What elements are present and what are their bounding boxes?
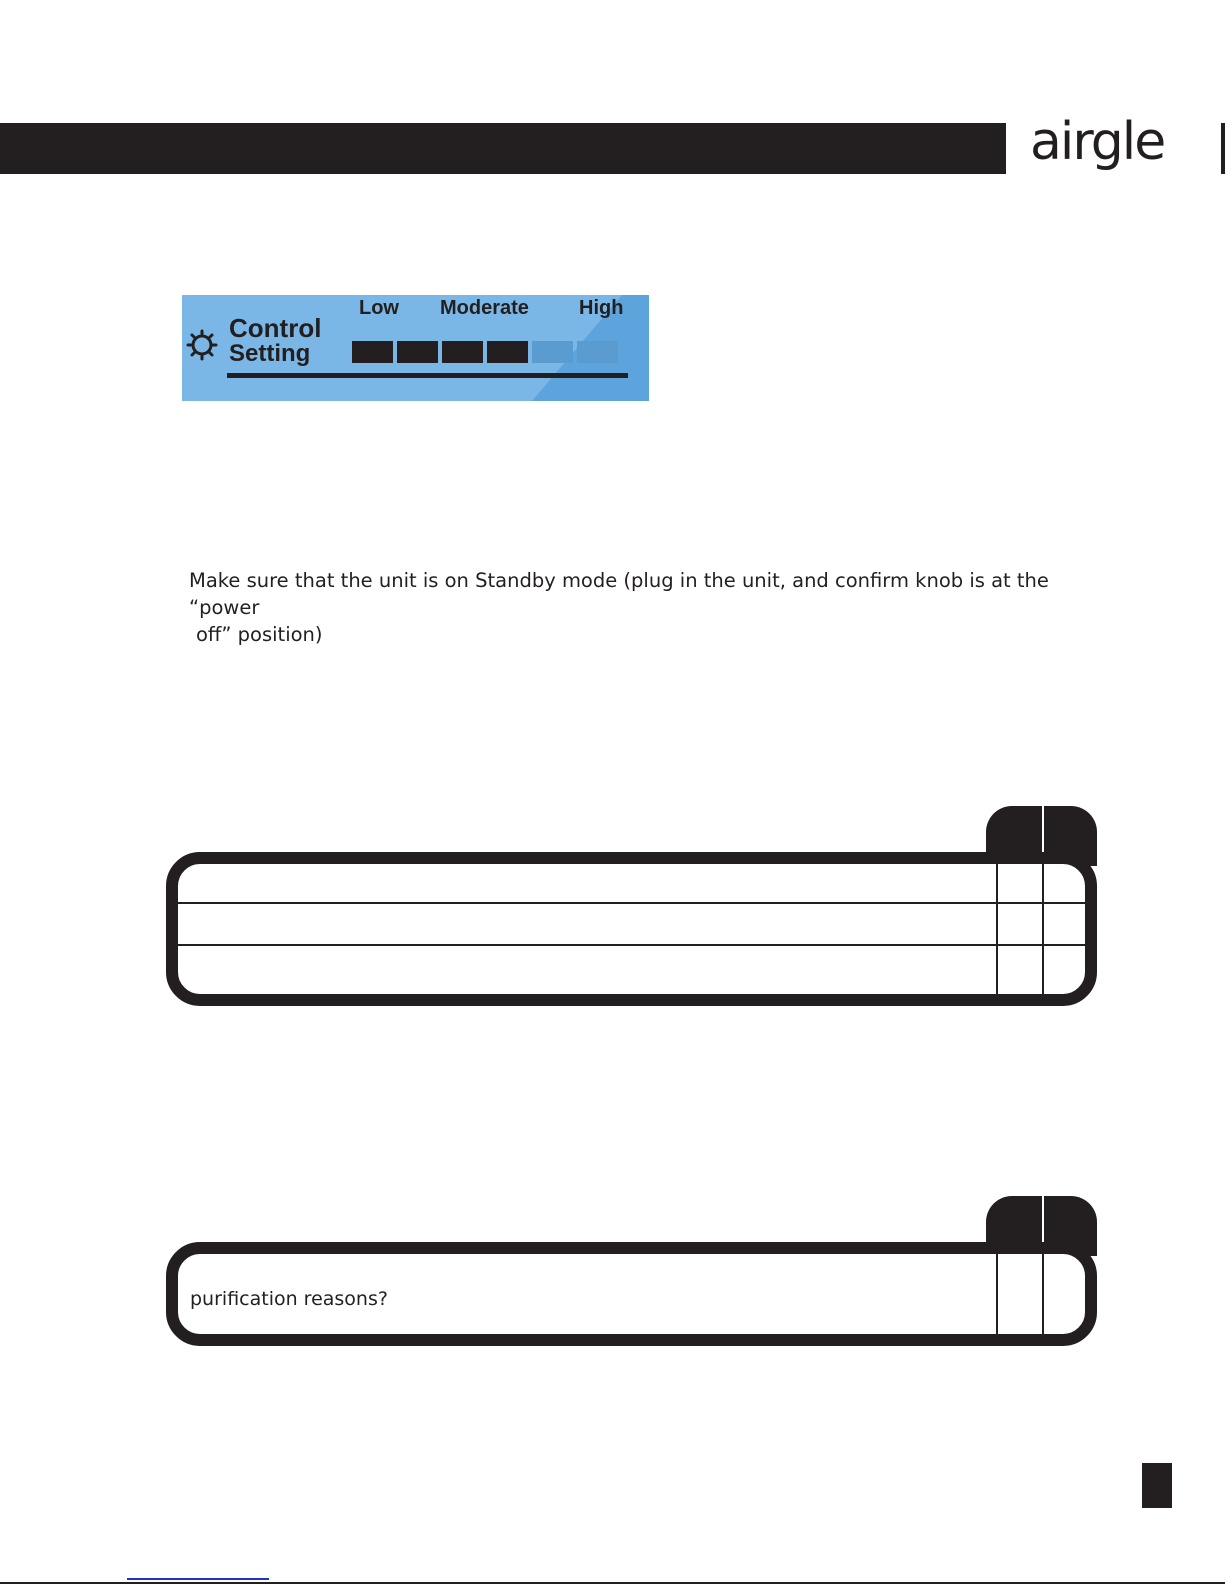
tab-divider	[1042, 806, 1044, 858]
instruction-line-1: Make sure that the unit is on Standby mode (plug in the unit, and confirm knob is at the “power	[189, 569, 1049, 619]
page-number-block	[1142, 1463, 1172, 1508]
column-divider	[996, 1254, 998, 1334]
footer-link[interactable]	[127, 1578, 269, 1580]
instruction-text	[189, 567, 1089, 648]
tab-divider	[1042, 1196, 1044, 1248]
header-edge	[1221, 123, 1225, 174]
table-row-text: purification reasons?	[190, 1288, 388, 1310]
display-subtitle: Setting	[229, 340, 311, 367]
level-segment-inactive	[532, 341, 573, 363]
question-table-2	[166, 1196, 1097, 1346]
footer-rule	[0, 1582, 1225, 1584]
airgle-logo: airgle	[1030, 112, 1165, 172]
table-frame	[166, 852, 1097, 1006]
header-bar	[0, 123, 1006, 174]
column-divider	[996, 864, 998, 994]
level-meter	[352, 341, 632, 363]
level-segment-active	[397, 341, 438, 363]
scale-label-low: Low	[359, 297, 399, 319]
column-divider	[1042, 864, 1044, 994]
level-segment-active	[352, 341, 393, 363]
scale-label-high: High	[579, 297, 624, 319]
display-title: Control	[229, 313, 322, 343]
gear-icon	[186, 329, 218, 361]
instruction-line-2: off” position)	[196, 623, 323, 646]
question-table-1	[166, 806, 1097, 1006]
level-segment-active	[487, 341, 528, 363]
column-divider	[1042, 1254, 1044, 1334]
row-divider	[178, 902, 1085, 904]
display-underline	[227, 373, 628, 378]
level-segment-active	[442, 341, 483, 363]
control-setting-display	[182, 295, 649, 401]
scale-label-moderate: Moderate	[440, 297, 529, 319]
row-divider	[178, 944, 1085, 946]
level-segment-inactive	[577, 341, 618, 363]
